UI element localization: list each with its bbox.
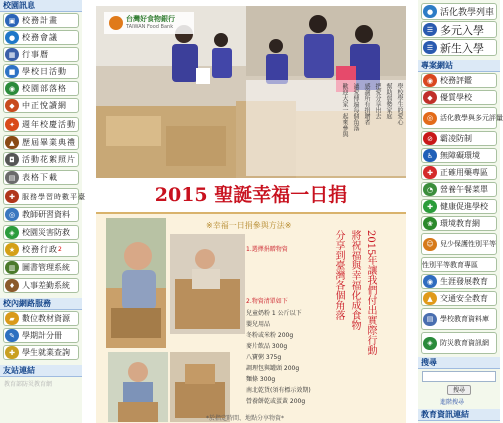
banner-vertical-texts: 學校學生的愛心 幫助弱勢家庭 把愛分享出去 感謝所有捐贈者 讓愛傳遍每個角落 歡迎大家一起來參與 <box>246 80 406 176</box>
nav-attendance[interactable]: ♦ 人事差勤系統 <box>3 278 79 293</box>
footer-note: *於指定時間、地點分享物資* <box>206 415 285 422</box>
leaf-icon: ❀ <box>423 217 437 230</box>
search-button[interactable]: 搜尋 <box>447 385 471 395</box>
nav-lunch-menu[interactable]: ◔ 營養午餐菜單 <box>421 182 497 197</box>
nav-teacher-research[interactable]: ◎ 教師研習資料 <box>3 207 79 222</box>
list-item: 麵條 300g <box>246 376 276 383</box>
section-header-links: 校內網路服務 <box>0 298 82 310</box>
nav-graduation[interactable]: ▲ 歷屆畢業典禮 <box>3 135 79 150</box>
nav-blog[interactable]: ◉ 校園部落格 <box>3 81 79 96</box>
donation-box-photo <box>170 234 245 334</box>
camera-icon: ◘ <box>5 153 19 166</box>
event-title: 2015 聖誕幸福一日捐 <box>96 180 406 210</box>
list-item: 八寶粥 375g <box>246 354 282 361</box>
nav-gender-equality[interactable]: 性別平等教育專區 <box>421 257 497 272</box>
child-photo <box>106 218 166 348</box>
nav-career[interactable]: ◉ 生涯發展教育 <box>421 274 497 289</box>
poster-heading: ※幸福一日捐參與方法※ <box>206 221 292 230</box>
list-item: 調理包與罐頭 200g <box>246 365 300 372</box>
nav-forms[interactable]: ▤ 表格下載 <box>3 170 79 185</box>
banner-photo <box>96 6 406 178</box>
disaster-icon: ◈ <box>5 226 19 239</box>
section-header-special: 專案網站 <box>418 60 500 72</box>
school-icon: ■ <box>5 65 19 78</box>
health-cross-icon: ✚ <box>423 200 437 213</box>
list-item: 嬰兒用品 <box>246 321 271 328</box>
nav-disaster[interactable]: ◈ 校園災害防救 <box>3 225 79 240</box>
nav-child-protection[interactable]: ☺ 兒少保護性別平等 <box>421 233 497 255</box>
nav-medication[interactable]: ✚ 正確用藥專區 <box>421 165 497 180</box>
nav-school-plan[interactable]: ▣ 校務計畫 <box>3 13 79 28</box>
boxes-photo <box>170 352 230 422</box>
step-1: 1.選擇捐贈物資 <box>246 246 288 253</box>
teacher-icon: ◎ <box>5 208 19 221</box>
nav-disaster-info[interactable]: ◈ 防災教育資訊網 <box>421 332 497 354</box>
anniversary-icon: ✦ <box>5 118 19 131</box>
calendar-grid-icon: ▦ <box>5 48 19 61</box>
admin-icon: ★ <box>5 243 19 256</box>
child-donating-photo <box>108 352 168 422</box>
nav-active-assessment[interactable]: ◎ 活化教學與多元評量 <box>421 107 497 129</box>
admission-icon: ☰ <box>423 23 437 36</box>
library-icon: ▥ <box>5 261 19 274</box>
nav-evaluation[interactable]: ◉ 校務評鑑 <box>421 73 497 88</box>
evaluation-icon: ◉ <box>423 74 437 87</box>
advanced-search-link[interactable]: 進階搜尋 <box>440 399 465 406</box>
service-icon: ✚ <box>5 190 19 203</box>
nav-environment[interactable]: ❀ 環境教育網 <box>421 216 497 231</box>
student-cap-icon: ☰ <box>423 41 437 54</box>
wheelchair-icon: ♿ <box>423 149 437 162</box>
form-icon: ▤ <box>5 171 19 184</box>
list-item: 麥片飲品 300g <box>246 343 288 350</box>
nav-multiple-admission[interactable]: ☰ 多元入學 <box>421 21 497 38</box>
nav-school-meeting[interactable]: ● 校務會議 <box>3 30 79 45</box>
banner-logo-en: TAIWAN Food Bank <box>126 24 174 30</box>
section-header-edu: 教育資訊連結 <box>418 409 500 421</box>
folder-icon: ▰ <box>5 312 19 325</box>
nav-calendar[interactable]: ▦ 行事曆 <box>3 47 79 62</box>
main-content <box>96 0 406 423</box>
right-sidebar <box>418 0 503 423</box>
list-item: 冬粉或米粉 200g <box>246 332 294 339</box>
database-icon: ▤ <box>423 313 437 326</box>
nav-anti-bullying[interactable]: ⊘ 霸凌防制 <box>421 131 497 146</box>
graduation-icon: ▲ <box>5 136 19 149</box>
gradebook-icon: ✎ <box>5 329 19 342</box>
nav-quality-school[interactable]: ◆ 優質學校 <box>421 90 497 105</box>
no-bully-icon: ⊘ <box>423 132 437 145</box>
event-poster <box>96 212 406 423</box>
list-item: 兒童奶粉 1 公斤以下 <box>246 310 302 317</box>
attendance-icon: ♦ <box>5 279 19 292</box>
traffic-icon: ▲ <box>423 292 437 305</box>
nav-library[interactable]: ▥ 圖書管理系統 <box>3 260 79 275</box>
section-header-search: 搜尋 <box>418 357 500 369</box>
nav-reading[interactable]: ◆ 中正悅讀網 <box>3 98 79 113</box>
globe-icon: ◉ <box>5 82 19 95</box>
quality-icon: ◆ <box>423 91 437 104</box>
list-item: 營養餅乾或蛋黃 200g <box>246 398 306 405</box>
nav-active-teaching[interactable]: ● 活化教學列車 <box>421 3 497 20</box>
lunch-icon: ◔ <box>423 183 437 196</box>
nav-student-employment[interactable]: ✚ 學生就業查詢 <box>3 345 79 360</box>
disaster-info-icon: ◈ <box>423 337 437 350</box>
nav-accessible[interactable]: ♿ 無障礙環境 <box>421 148 497 163</box>
calendar-icon: ▣ <box>5 14 19 27</box>
nav-service-learning[interactable]: ✚ 服務學習時數平臺 <box>3 188 79 205</box>
nav-freshman[interactable]: ☰ 新生入學 <box>421 39 497 56</box>
nav-digital-materials[interactable]: ▰ 數位教材資源 <box>3 311 79 326</box>
section-header-friends: 友站連結 <box>0 365 82 377</box>
items-list <box>246 308 311 405</box>
section-header-admin: 校園訊息 <box>0 0 82 12</box>
train-icon: ● <box>423 5 437 18</box>
student-icon: ✚ <box>5 346 19 359</box>
medicine-icon: ✚ <box>423 166 437 179</box>
left-sidebar <box>0 0 86 423</box>
friends-link[interactable]: 教育部防災教育網 <box>4 381 53 388</box>
nav-school-day[interactable]: ■ 學校日活動 <box>3 64 79 79</box>
step-2: 2.物資清單如下 <box>246 298 288 305</box>
search-input[interactable] <box>422 371 496 382</box>
book-icon: ◆ <box>5 99 19 112</box>
nav-school-database[interactable]: ▤ 學校教育資料庫 <box>421 308 497 330</box>
list-item: 南北乾貨(須有標示效期) <box>246 387 311 394</box>
career-icon: ◉ <box>423 275 437 288</box>
nav-traffic-safety[interactable]: ▲ 交通安全教育 <box>421 291 497 306</box>
nav-admin[interactable]: ★ 校務行政 2 <box>3 242 79 257</box>
banner-logo-text: 台灣好食物銀行 <box>126 15 175 23</box>
nav-health-school[interactable]: ✚ 健康促進學校 <box>421 199 497 214</box>
meeting-icon: ● <box>5 31 19 44</box>
nav-photos[interactable]: ◘ 活動花絮照片 <box>3 152 79 167</box>
nav-anniversary[interactable]: ✦ 週年校慶活動 <box>3 117 79 132</box>
nav-grade-book[interactable]: ✎ 學期計分冊 <box>3 328 79 343</box>
assessment-icon: ◎ <box>423 112 437 125</box>
poster-side-texts: 2015年讓我們付出實際行動 將祝福與幸福化成食物 分享到臺灣各個角落 <box>333 230 376 356</box>
family-icon: ☺ <box>423 238 437 251</box>
